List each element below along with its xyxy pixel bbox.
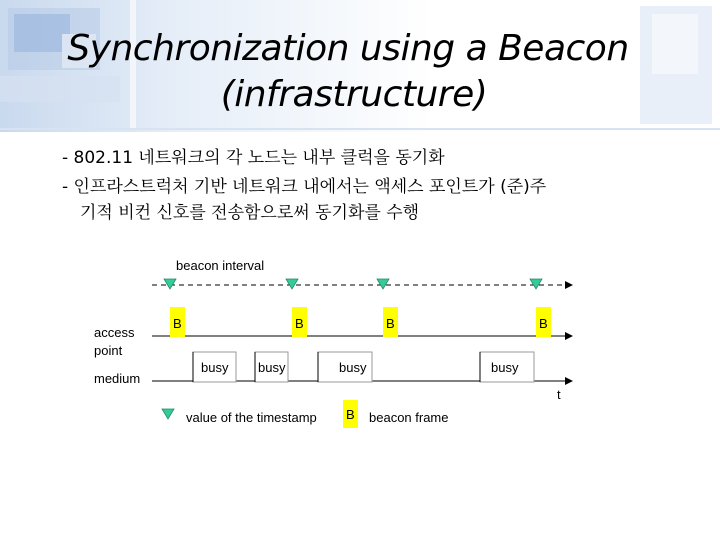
timestamp-marker-icon: [164, 279, 176, 289]
access-point-label-line-1: access: [94, 325, 135, 340]
busy-period: [193, 352, 236, 382]
beacon-interval-label: beacon interval: [176, 258, 265, 273]
legend: [162, 400, 449, 428]
beacon-frame-letter: B: [295, 316, 304, 331]
beacon-frame-letter: B: [173, 316, 182, 331]
busy-period-group: [193, 352, 534, 382]
slide-title-line-2: (infrastructure): [220, 74, 488, 115]
beacon-frame: [292, 307, 307, 337]
medium-label: medium: [94, 371, 141, 386]
time-axis-label: t: [557, 387, 561, 402]
bullet-infrastructure-line-2: 기적 비컨 신호를 전송함으로써 동기화를 수행: [80, 203, 420, 223]
beacon-frame: [536, 307, 551, 337]
beacon-frame: [383, 307, 398, 337]
beacon-frame-letter: B: [539, 316, 548, 331]
legend-beacon-letter: B: [346, 407, 355, 422]
beacon-frame-letter: B: [386, 316, 395, 331]
busy-period-label: busy: [258, 360, 286, 375]
timestamp-marker-icon: [377, 279, 389, 289]
beacon-frame: [170, 307, 185, 337]
access-point-label-line-2: point: [94, 343, 123, 358]
busy-period: [255, 352, 288, 382]
legend-timestamp-label: value of the timestamp: [186, 410, 317, 425]
busy-period-label: busy: [491, 360, 519, 375]
busy-period-label: busy: [201, 360, 229, 375]
timestamp-marker-icon: [286, 279, 298, 289]
busy-period-label: busy: [339, 360, 367, 375]
busy-period: [480, 352, 534, 382]
slide-title-line-1: Synchronization using a Beacon: [67, 28, 629, 69]
timestamp-marker-icon: [530, 279, 542, 289]
bullet-infrastructure-line-1: - 인프라스트럭처 기반 네트워크 내에서는 액세스 포인트가 (준)주: [62, 177, 547, 197]
beacon-frame-group: [170, 307, 551, 337]
legend-beacon-label: beacon frame: [369, 410, 449, 425]
bullet-clock-sync: - 802.11 네트워크의 각 노드는 내부 클럭을 동기화: [62, 148, 445, 168]
legend-timestamp-icon: [162, 409, 174, 419]
busy-period: [318, 352, 372, 382]
timestamp-marker-group: [164, 279, 542, 289]
